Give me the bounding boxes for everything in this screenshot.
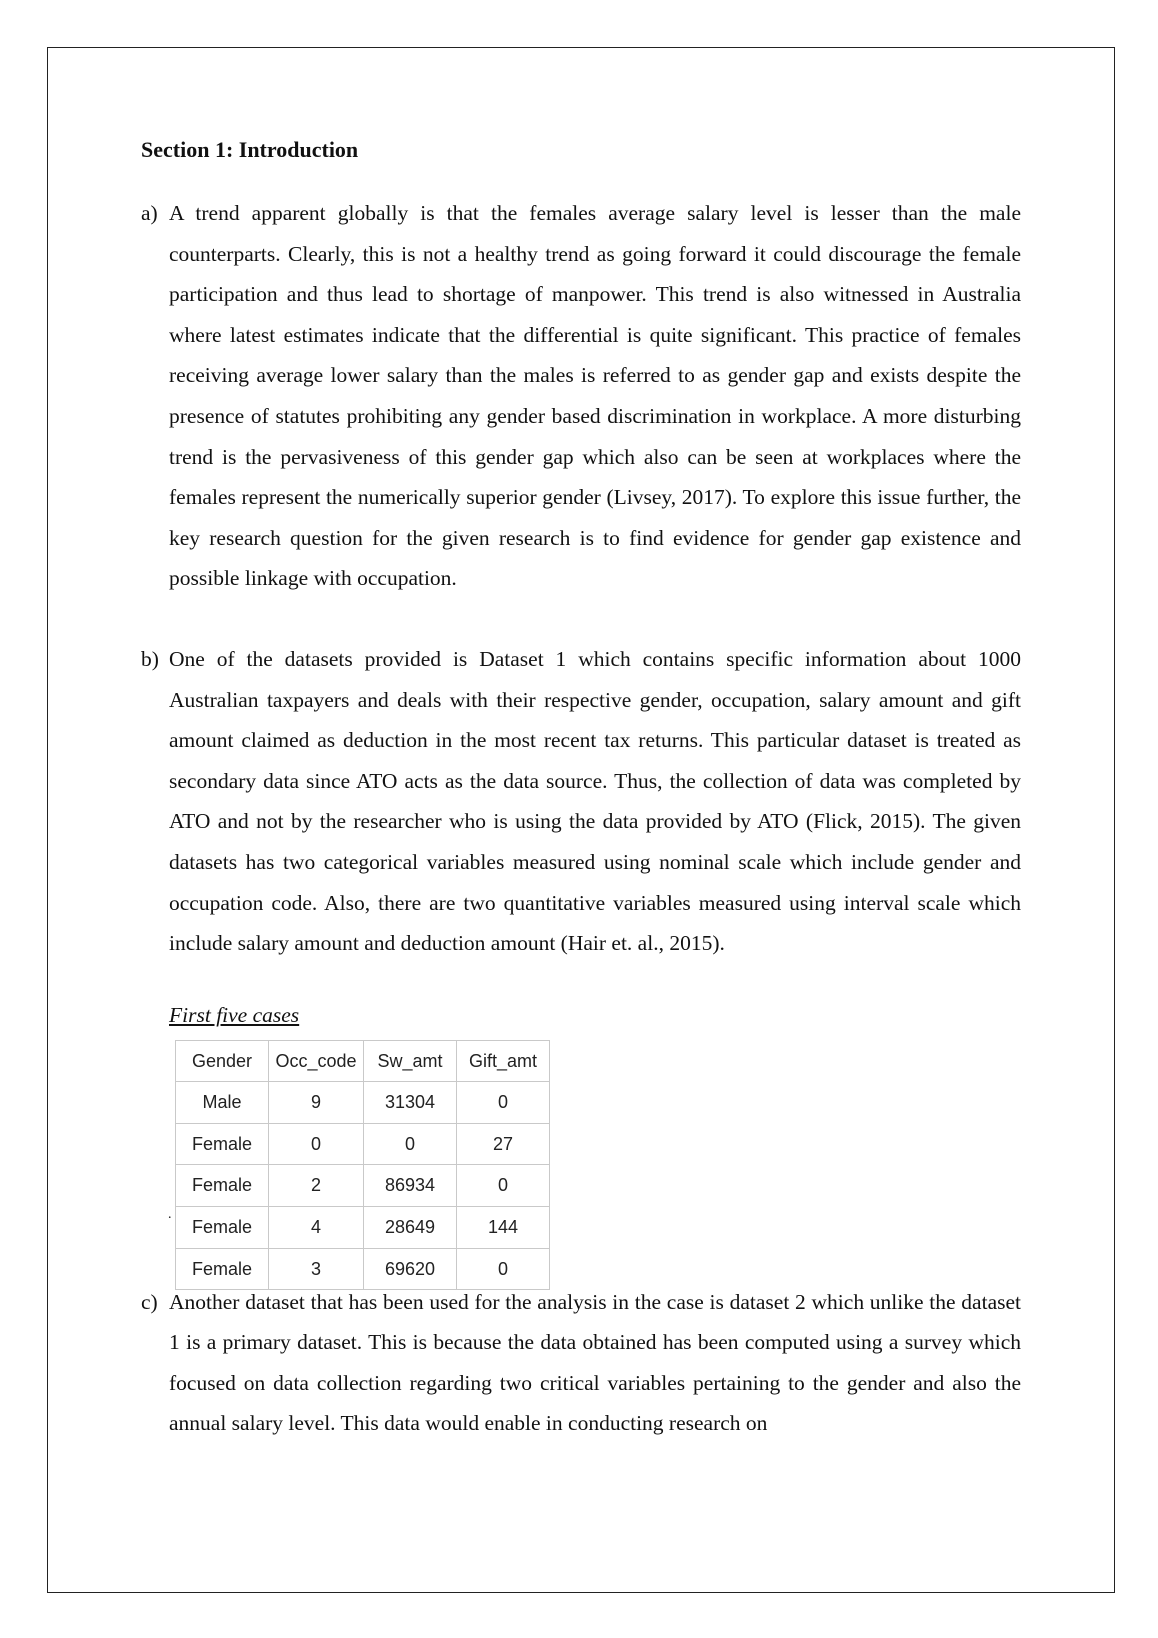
cell-sw-amt: 86934 — [364, 1165, 457, 1207]
cases-table — [175, 1040, 550, 1291]
table-row — [176, 1082, 550, 1124]
table-row — [176, 1248, 550, 1290]
cell-gender: Female — [176, 1207, 269, 1249]
list-item-a — [141, 193, 1021, 599]
cell-occ-code: 2 — [269, 1165, 364, 1207]
list-item-c — [141, 1282, 1021, 1444]
list-item-b — [141, 639, 1021, 1279]
cell-sw-amt: 28649 — [364, 1207, 457, 1249]
table-row — [176, 1123, 550, 1165]
section-title: Section 1: Introduction — [141, 137, 359, 162]
cell-occ-code: 9 — [269, 1082, 364, 1124]
cell-gift-amt: 0 — [457, 1248, 550, 1290]
cell-occ-code: 3 — [269, 1248, 364, 1290]
table-row — [176, 1207, 550, 1249]
list-marker-b: b) — [141, 646, 159, 671]
header-gender: Gender — [176, 1040, 269, 1082]
cell-gender: Female — [176, 1165, 269, 1207]
table-trailing-mark: . — [168, 1206, 172, 1222]
table-row — [176, 1165, 550, 1207]
document-body — [141, 135, 1021, 1444]
cell-sw-amt: 31304 — [364, 1082, 457, 1124]
cell-occ-code: 4 — [269, 1207, 364, 1249]
paragraph-c: Another dataset that has been used for the analysis in the case is dataset 2 which unlike the dataset 1 is a primary dataset. This is because the data obtained has been computed using a survey which focused on data collection regarding two critical variables pertaining to the gender and also the annual salary level. This data would enable in conducting research on — [169, 1289, 1021, 1436]
cell-gift-amt: 144 — [457, 1207, 550, 1249]
cell-gift-amt: 0 — [457, 1165, 550, 1207]
table-caption: First five cases — [169, 1002, 300, 1027]
cell-gift-amt: 0 — [457, 1082, 550, 1124]
paragraph-b-text: One of the datasets provided is Dataset 1 which contains specific information about 1000 Australian taxpayers and deals with their respective gender, occupation, salary amount and gift amount claimed as deduction in the most recent tax returns. This particular dataset is treated as secondary data since ATO acts as the data source. Thus, the collection of data was completed by ATO and not by the researcher who is using the data provided by ATO (Flick, 2015). The given datasets has two categorical variables measured using nominal scale which include gender and occupation code. Also, there are two quantitative variables measured using interval scale which include salary amount and deduction amount (Hair et. al., 2015). — [169, 646, 1021, 956]
paragraph-a: A trend apparent globally is that the females average salary level is lesser than the male counterparts. Clearly, this is not a healthy trend as going forward it could discourage the female participation and thus lead to shortage of manpower. This trend is also witnessed in Australia where latest estimates indicate that the differential is quite significant. This practice of females receiving average lower salary than the males is referred to as gender gap and exists despite the presence of statutes prohibiting any gender based discrimination in workplace. A more disturbing trend is the pervasiveness of this gender gap which also can be seen at workplaces where the females represent the numerically superior gender (Livsey, 2017). To explore this issue further, the key research question for the given research is to find evidence for gender gap existence and possible linkage with occupation. — [169, 201, 1021, 591]
header-sw-amt: Sw_amt — [364, 1040, 457, 1082]
list-marker-c: c) — [141, 1289, 158, 1314]
cell-occ-code: 0 — [269, 1123, 364, 1165]
cell-gender: Male — [176, 1082, 269, 1124]
cases-table-wrapper — [168, 1040, 1021, 1279]
paragraph-b — [168, 639, 1021, 1279]
cell-gender: Female — [176, 1123, 269, 1165]
header-occ-code: Occ_code — [269, 1040, 364, 1082]
cell-gift-amt: 27 — [457, 1123, 550, 1165]
cell-gender: Female — [176, 1248, 269, 1290]
header-gift-amt: Gift_amt — [457, 1040, 550, 1082]
cell-sw-amt: 69620 — [364, 1248, 457, 1290]
list-marker-a: a) — [141, 201, 158, 225]
cell-sw-amt: 0 — [364, 1123, 457, 1165]
table-header-row — [176, 1040, 550, 1082]
